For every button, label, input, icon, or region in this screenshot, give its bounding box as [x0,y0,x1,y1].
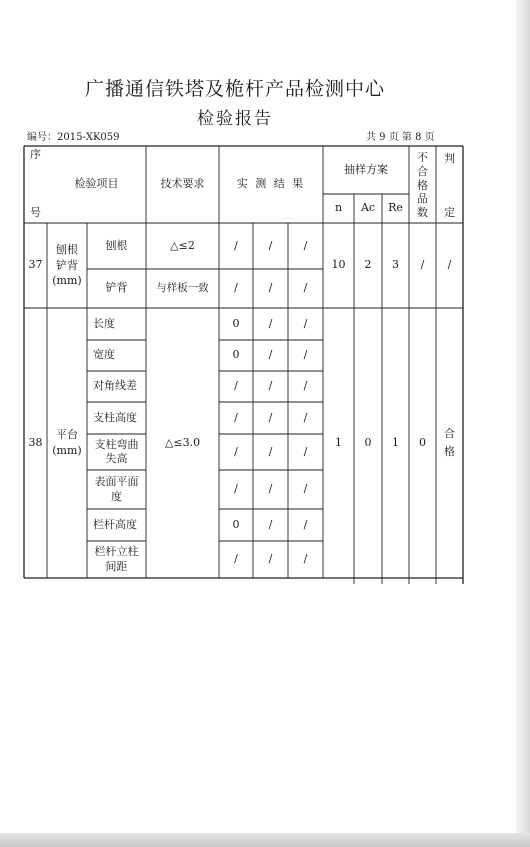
row38-item-result: 0 [232,348,240,362]
row37-item-2-name: 铲背 [105,281,128,295]
row38-item-result: / [303,517,308,531]
row37-re: 3 [392,258,399,272]
row38-item-result: / [234,379,238,393]
row37-ac: 2 [364,258,372,272]
row38-item-result: / [303,552,308,566]
row38-item-name: 表面平面 度 [94,475,139,503]
row37-item-1-req: △≤2 [170,238,195,252]
row37-item-1-result-1: / [234,238,238,252]
row37-item-2-req: 与样板一致 [156,281,209,294]
row38-requirement: △≤3.0 [164,435,201,449]
row38-item-result: 0 [232,517,240,531]
row38-item-result: / [303,444,308,458]
row38-item-result: / [234,410,238,424]
row38-item-name: 对角线差 [93,379,137,393]
header-sampling-plan: 抽样方案 [344,162,388,176]
header-ac: Ac [360,201,376,215]
row38-item-result: / [268,517,273,531]
header-inspection-item: 检验项目 [74,177,119,191]
header-seq-bottom: 号 [30,205,41,219]
row38-ac: 0 [364,435,372,449]
row38-item-name: 长度 [93,316,115,330]
row37-item-2-result-2: / [268,281,273,295]
header-measured-result: 实 测 结 果 [236,177,306,191]
row38-item-result: / [268,316,273,330]
row38-item-result: / [303,410,308,424]
row37-seq: 37 [28,258,43,272]
row37-item-2-result-1: / [234,281,238,295]
report-type-title: 检验报告 [197,109,273,129]
row38-item-result: / [268,410,273,424]
row37-unqualified: / [420,258,425,272]
row38-item-result: / [268,444,273,458]
header-seq-top: 序 [30,147,41,161]
header-technical-requirement: 技术要求 [160,177,205,191]
row38-item-result: / [234,444,238,458]
row37-item-1-result-2: / [268,238,273,252]
row38-item-result: / [268,379,273,393]
row37-item-1-name: 刨根 [105,238,128,252]
row38-item-name: 宽度 [93,348,115,362]
row38-item-result: / [303,379,308,393]
row38-item-result: / [234,552,238,566]
header-verdict-top: 判 [444,151,455,165]
row38-n: 1 [335,435,342,449]
header-n: n [334,201,343,215]
row38-item-result: / [268,552,273,566]
row38-item-name: 栏杆高度 [93,517,137,531]
report-organization-title: 广播通信铁塔及桅杆产品检测中心 [84,78,385,100]
header-verdict-bottom: 定 [444,205,455,219]
row38-group: 平台 (mm) [52,428,82,457]
row38-item-result: / [268,482,273,496]
row38-item-name: 支柱高度 [93,410,137,424]
row38-item-result: / [234,482,238,496]
page-indicator: 共 9 页 第 8 页 [366,132,435,143]
row38-item-result: / [303,482,308,496]
row38-item-name: 支柱弯曲 失高 [94,437,139,465]
header-re: Re [388,201,403,215]
row38-verdict: 合 格 [444,427,455,458]
row38-unqualified: 0 [419,435,426,449]
row37-item-1-result-3: / [303,238,308,252]
header-unqualified-count: 不 合 格 品 数 [417,151,428,220]
row38-item-result: 0 [232,316,240,330]
row38-seq: 38 [28,435,43,449]
row38-item-result: / [303,316,308,330]
row38-re: 1 [392,435,399,449]
row37-item-2-result-3: / [303,281,308,295]
row38-item-result: / [303,348,308,362]
row38-item-name: 栏杆立柱 间距 [94,545,139,573]
row37-verdict: / [447,258,452,272]
row37-n: 10 [331,258,346,272]
report-number: 编号：2015-XK059 [27,132,120,143]
row38-item-result: / [268,348,273,362]
row37-group: 刨根 铲背 (mm) [52,242,82,288]
